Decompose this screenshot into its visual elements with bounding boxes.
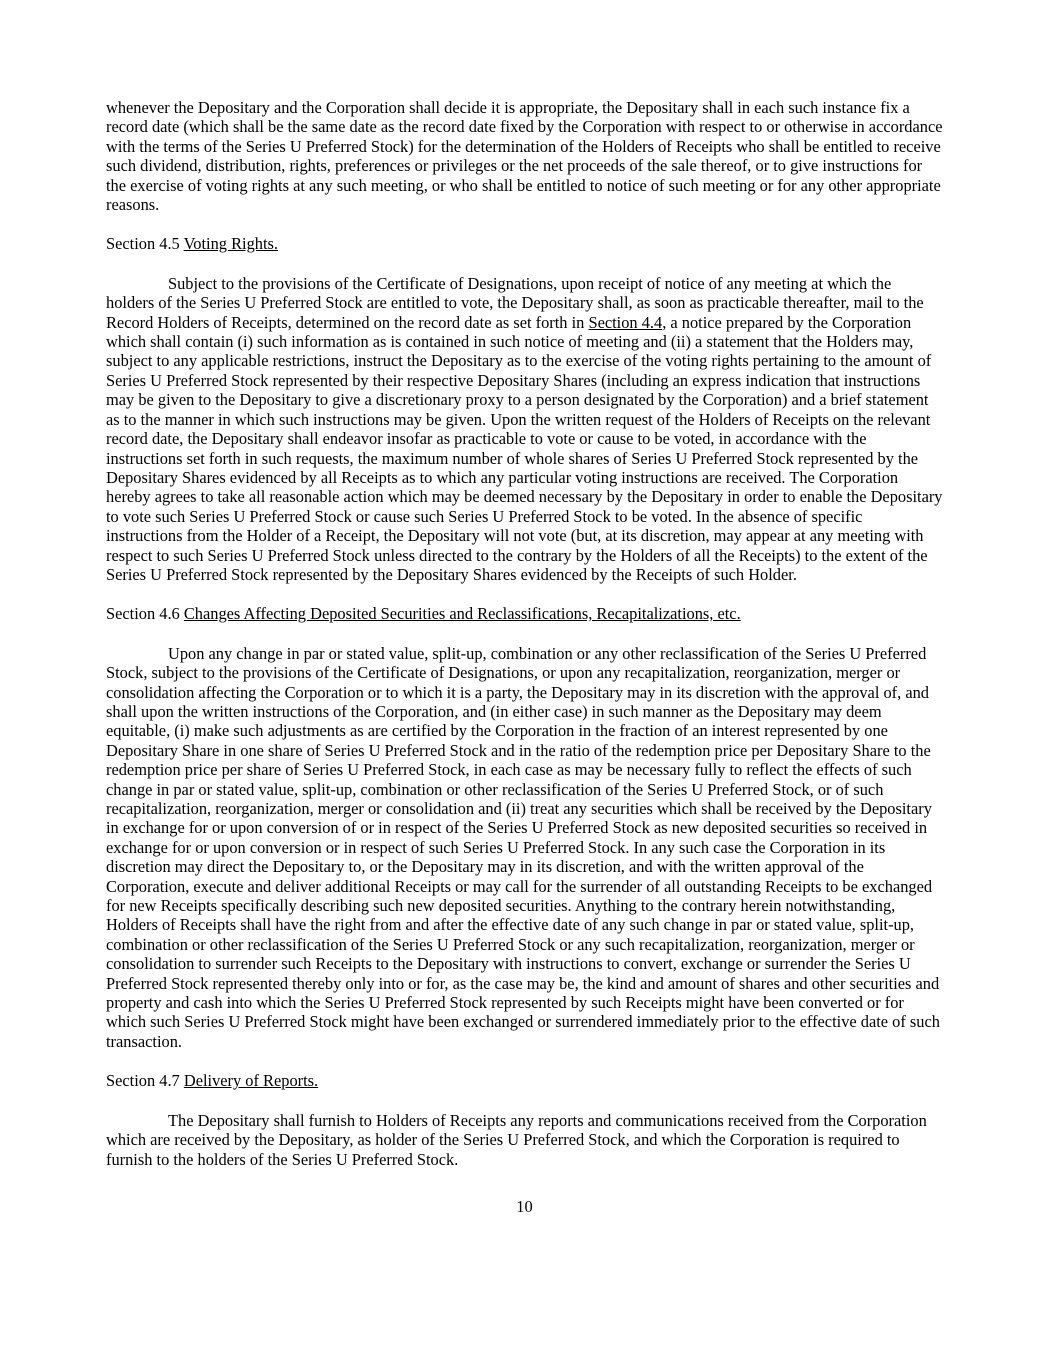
section-number: Section 4.7: [106, 1071, 184, 1091]
delivery-of-reports-paragraph: [106, 1111, 943, 1169]
continuation-paragraph: [106, 98, 943, 214]
section-number: Section 4.5: [106, 234, 184, 254]
paragraph-text: whenever the Depositary and the Corporation shall decide it is appropriate, the Depositary shall in each such instance fix a record date (which shall be the same date as the record date fixed by the Corporation with respect to or otherwise in accordance with the terms of the Series U Preferred Stock) for the determination of the Holders of Receipts who shall be entitled to receive such dividend, distribution, rights, preferences or privileges or the net proceeds of the sale thereof, or to give instructions for the exercise of voting rights at any such meeting, or who shall be entitled to notice of such meeting or for any other appropriate reasons.: [106, 98, 943, 215]
paragraph-text: The Depositary shall furnish to Holders of Receipts any reports and communications received from the Corporation which are received by the Depositary, as holder of the Series U Preferred Stock, and which the Corporation is required to furnish to the holders of the Series U Preferred Stock.: [106, 1110, 927, 1169]
section-number: Section 4.6: [106, 604, 184, 624]
section-title: Delivery of Reports.: [183, 1071, 319, 1091]
section-4-7-heading: [106, 1071, 943, 1090]
section-4-6-heading: [106, 604, 943, 623]
section-title: Voting Rights.: [183, 234, 278, 254]
changes-affecting-securities-paragraph: [106, 644, 943, 1052]
page-number: 10: [516, 1196, 533, 1216]
voting-rights-paragraph: [106, 274, 943, 585]
section-4-5-heading: [106, 234, 943, 253]
section-title: Changes Affecting Deposited Securities and Reclassifications, Recapitalizations, etc.: [183, 604, 741, 624]
paragraph-text: Subject to the provisions of the Certificate of Designations, upon receipt of notice of any meeting at which the holders of the Series U Preferred Stock are entitled to vote, the Depositary shall, as soon as practicable thereafter, mail to the Record Holders of Receipts, determined on the record date as set forth in: [106, 273, 924, 332]
paragraph-text: , a notice prepared by the Corporation which shall contain (i) such information as is contained in such notice of meeting and (ii) a statement that the Holders may, subject to any applicable restrictions, instruct the Depositary as to the exercise of the voting rights pertaining to the amount of Series U Preferred Stock represented by their respective Depositary Shares (including an express indication that instructions may be given to the Depositary to give a discretionary proxy to a person designated by the Corporation) and a brief statement as to the manner in which such instructions may be given. Upon the written request of the Holders of Receipts on the relevant record date, the Depositary shall endeavor insofar as practicable to vote or cause to be voted, in accordance with the instructions set forth in such requests, the maximum number of whole shares of Series U Preferred Stock represented by the Depositary Shares evidenced by all Receipts as to which any particular voting instructions are received. The Corporation hereby agrees to take all reasonable action which may be deemed necessary by the Depositary in order to enable the Depositary to vote such Series U Preferred Stock or cause such Series U Preferred Stock to be voted. In the absence of specific instructions from the Holder of a Receipt, the Depositary will not vote (but, at its discretion, may appear at any meeting with respect to such Series U Preferred Stock unless directed to the contrary by the Holders of all the Receipts) to the extent of the Series U Preferred Stock represented by the Depositary Shares evidenced by the Receipts of such Holder.: [106, 312, 943, 584]
section-4-4-reference: Section 4.4: [588, 312, 663, 332]
paragraph-text: Upon any change in par or stated value, split-up, combination or any other reclassification of the Series U Preferred Stock, subject to the provisions of the Certificate of Designations, or upon any recapitalization, reorganization, merger or consolidation affecting the Corporation or to which it is a party, the Depositary may in its discretion with the approval of, and shall upon the written instructions of the Corporation, and (in either case) in such manner as the Depositary may deem equitable, (i) make such adjustments as are certified by the Corporation in the fraction of an interest represented by one Depositary Share in one share of Series U Preferred Stock and in the ratio of the redemption price per Depositary Share to the redemption price per share of Series U Preferred Stock, in each case as may be necessary fully to reflect the effects of such change in par or stated value, split-up, combination or other reclassification of the Series U Preferred Stock, or of such recapitalization, reorganization, merger or consolidation and (ii) treat any securities which shall be received by the Depositary in exchange for or upon conversion of or in respect of the Series U Preferred Stock as new deposited securities so received in exchange for or upon conversion or in respect of such Series U Preferred Stock. In any such case the Corporation in its discretion may direct the Depositary to, or the Depositary may in its discretion, and with the written approval of the Corporation, execute and deliver additional Receipts or may call for the surrender of all outstanding Receipts to be exchanged for new Receipts specifically describing such new deposited securities. Anything to the contrary herein notwithstanding, Holders of Receipts shall have the right from and after the effective date of any such change in par or stated value, split-up, combination or other reclassification of the Series U Preferred Stock or any such recapitalization, reorganization, merger or consolidation to surrender such Receipts to the Depositary with instructions to convert, exchange or surrender the Series U Preferred Stock represented thereby only into or for, as the case may be, the kind and amount of shares and other securities and property and cash into which the Series U Preferred Stock represented by such Receipts might have been converted or for which such Series U Preferred Stock might have been exchanged or surrendered immediately prior to the effective date of such transaction.: [106, 643, 940, 1051]
